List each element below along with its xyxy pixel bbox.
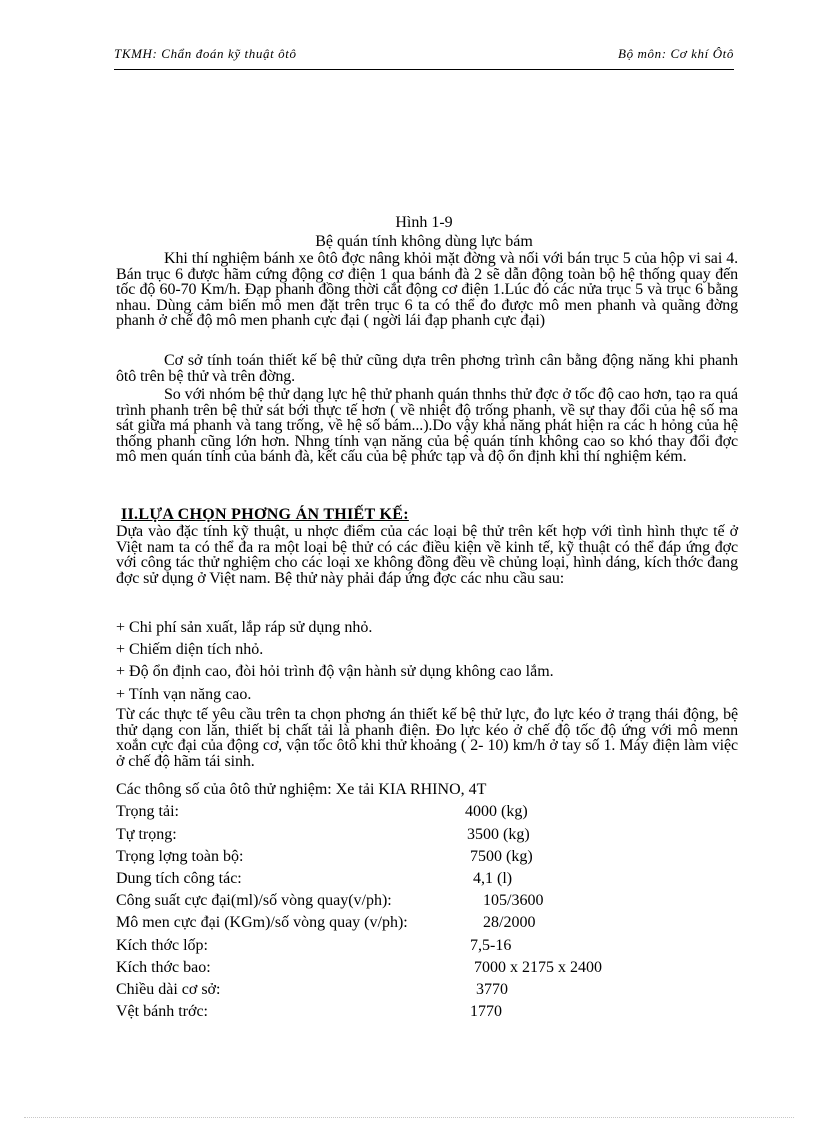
spec-label: Trọng lợng toàn bộ: bbox=[116, 848, 244, 865]
spec-value: 3770 bbox=[476, 981, 508, 998]
spec-value: 28/2000 bbox=[483, 914, 536, 931]
spec-value: 3500 (kg) bbox=[467, 826, 530, 843]
spec-value: 1770 bbox=[470, 1003, 502, 1020]
bullet-item: + Tính vạn năng cao. bbox=[116, 686, 252, 703]
spec-value: 7000 x 2175 x 2400 bbox=[474, 959, 602, 976]
paragraph-4: Dựa vào đặc tính kỹ thuật, u nhợc điểm của các loại bệ thử trên kết hợp với tình hình thực tế ở Việt nam ta có thể đa ra một loại bệ thử có các điều kiện về kinh tế, kỹ thuật có thể đáp ứng đợc với công tác thử nghiệm cho các loại xe không đồng đều về chủng loại, hình dáng, kích thớc đang đợc sử dụng ở Việt nam. Bệ thử này phải đáp ứng đợc các nhu cầu sau: bbox=[116, 523, 738, 587]
department-name: Bộ môn: Cơ khí Ôtô bbox=[618, 46, 734, 61]
figure-caption: Bệ quán tính không dùng lực bám bbox=[315, 233, 533, 250]
spec-label: Kích thớc bao: bbox=[116, 959, 211, 976]
paragraph-3: So với nhóm bệ thử dạng lực hệ thử phanh quán thnhs thử đợc ở tốc độ cao hơn, tạo ra quá trình phanh trên bệ thử sát bới thực tế hơn ( về nhiệt độ trống phanh, về sự thay đổi của hệ số ma sát giữa má phanh và tang trống, về hệ số bám...).Do vậy khả năng phát hiện ra các h hỏng của hệ thống phanh cũng lớn hơn. Nhng tính vạn năng của bệ quán tính không cao so khó thay đổi đợc mô men quán tính của bánh đà, kết cấu của bệ phức tạp và độ ổn định khi thí nghiệm kém. bbox=[116, 386, 738, 466]
spec-value: 105/3600 bbox=[483, 892, 544, 909]
page-header bbox=[114, 46, 734, 66]
spec-label: Trọng tải: bbox=[116, 803, 179, 820]
page-bottom-border bbox=[24, 1117, 794, 1118]
bullet-item: + Độ ổn định cao, đòi hỏi trình độ vận hành sử dụng không cao lắm. bbox=[116, 663, 554, 680]
bullet-item: + Chiếm diện tích nhỏ. bbox=[116, 641, 264, 658]
spec-label: Công suất cực đại(ml)/số vòng quay(v/ph): bbox=[116, 892, 392, 909]
paragraph-1: Khi thí nghiệm bánh xe ôtô đợc nâng khỏi mặt đờng và nối với bán trục 5 của hộp vi sai 4. Bán trục 6 được hãm cứng động cơ điện 1 qua bánh đà 2 sẽ dẫn động toàn bộ hệ thống quay đến tốc độ 60-70 Km/h. Đạp phanh đồng thời cắt động cơ điện 1.Lúc đó các nửa trục 5 và trục 6 bằng nhau. Dùng cảm biến mô men đặt trên trục 6 ta có thể đo được mô men phanh và quãng đờng phanh ở chế độ mô men phanh cực đại ( ngời lái đạp phanh cực đại) bbox=[116, 250, 738, 330]
section-title: II.LỰA CHỌN PHƠNG ÁN THIẾT KẾ: bbox=[121, 506, 409, 523]
header-divider bbox=[114, 69, 734, 70]
spec-label: Tự trọng: bbox=[116, 826, 177, 843]
spec-label: Kích thớc lốp: bbox=[116, 937, 208, 954]
bullet-item: + Chi phí sản xuất, lắp ráp sử dụng nhỏ. bbox=[116, 619, 373, 636]
spec-intro: Các thông số của ôtô thử nghiệm: Xe tải KIA RHINO, 4T bbox=[116, 781, 487, 798]
spec-value: 4,1 (l) bbox=[473, 870, 513, 887]
spec-value: 7500 (kg) bbox=[470, 848, 533, 865]
spec-value: 7,5-16 bbox=[470, 937, 512, 954]
figure-number: Hình 1-9 bbox=[395, 214, 453, 231]
course-title: TKMH: Chẩn đoán kỹ thuật ôtô bbox=[114, 46, 297, 61]
spec-label: Vệt bánh trớc: bbox=[116, 1003, 208, 1020]
paragraph-5: Từ các thực tế yêu cầu trên ta chọn phơng án thiết kế bệ thử lực, đo lực kéo ở trạng thái động, bệ thử dạng con lăn, thiết bị chất tải là phanh điện. Đo lực kéo ở chế độ tốc độ ứng với mô menn xoắn cực đại của động cơ, vận tốc ôtô khi thử khoảng ( 2- 10) km/h ở tay số 1. Máy điện làm việc ở chế độ hãm tái sinh. bbox=[116, 706, 738, 770]
spec-label: Dung tích công tác: bbox=[116, 870, 242, 887]
spec-value: 4000 (kg) bbox=[465, 803, 528, 820]
spec-label: Mô men cực đại (KGm)/số vòng quay (v/ph): bbox=[116, 914, 408, 931]
paragraph-2: Cơ sở tính toán thiết kế bệ thử cũng dựa trên phơng trình cân bằng động năng khi phanh ôtô trên bệ thử và trên đờng. bbox=[116, 352, 738, 385]
spec-label: Chiều dài cơ sở: bbox=[116, 981, 221, 998]
